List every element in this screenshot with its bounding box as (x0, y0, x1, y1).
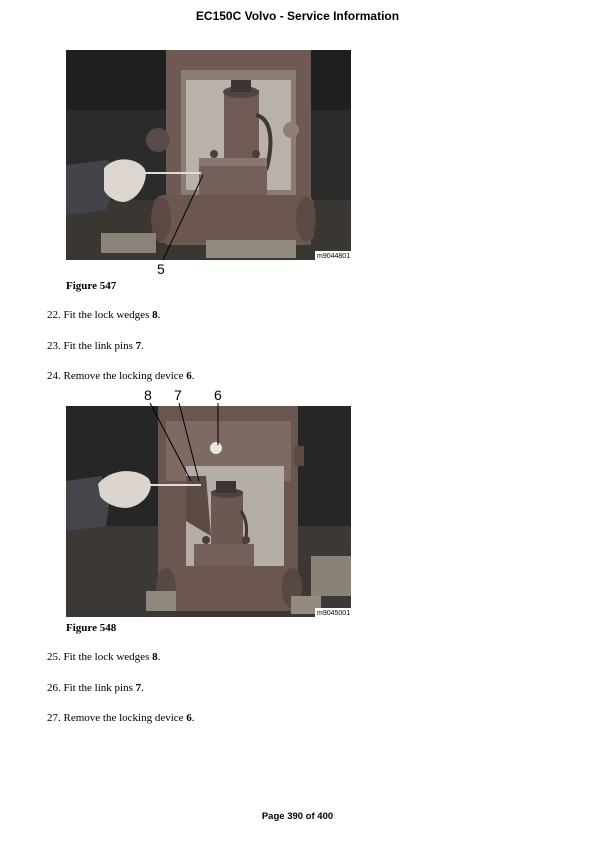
step-end: . (141, 682, 144, 694)
page-header: EC150C Volvo - Service Information (195, 9, 400, 23)
step-ref: 8 (152, 309, 158, 321)
step-ref: 7 (135, 682, 142, 694)
step-ref: 6 (186, 370, 192, 382)
step-text: Fit the link pins (63, 340, 136, 352)
step-22 (47, 309, 160, 321)
callout-6: 6 (214, 387, 222, 403)
step-number: 22. (47, 309, 61, 321)
callout-8: 8 (144, 387, 152, 403)
figure-548-image-tag: m9045001 (317, 610, 351, 617)
figure-547-image-tag: m9044801 (317, 253, 351, 260)
step-text: Remove the locking device (63, 712, 187, 724)
step-text: Fit the link pins (63, 682, 136, 694)
step-25 (47, 651, 160, 663)
callout-5: 5 (157, 261, 165, 277)
figure-547-photo (66, 50, 351, 278)
step-number: 27. (47, 712, 61, 724)
page-footer: Page 390 of 400 (261, 811, 334, 822)
step-26 (47, 682, 144, 694)
step-number: 24. (47, 370, 61, 382)
figure-547-caption: Figure 547 (66, 280, 117, 292)
step-end: . (157, 651, 161, 663)
figure-548-photo (66, 385, 351, 617)
step-ref: 8 (152, 651, 158, 663)
step-text: Fit the lock wedges (63, 309, 153, 321)
step-end: . (157, 309, 161, 321)
step-number: 26. (47, 682, 61, 694)
step-23 (47, 340, 144, 352)
step-ref: 6 (186, 712, 192, 724)
step-24 (47, 370, 195, 382)
step-number: 25. (47, 651, 61, 663)
step-27 (47, 712, 195, 724)
step-end: . (141, 340, 144, 352)
figure-548-caption: Figure 548 (66, 622, 117, 634)
step-text: Fit the lock wedges (63, 651, 153, 663)
step-text: Remove the locking device (63, 370, 187, 382)
step-end: . (191, 370, 195, 382)
callout-7: 7 (174, 387, 182, 403)
step-end: . (191, 712, 195, 724)
step-number: 23. (47, 340, 61, 352)
step-ref: 7 (135, 340, 142, 352)
